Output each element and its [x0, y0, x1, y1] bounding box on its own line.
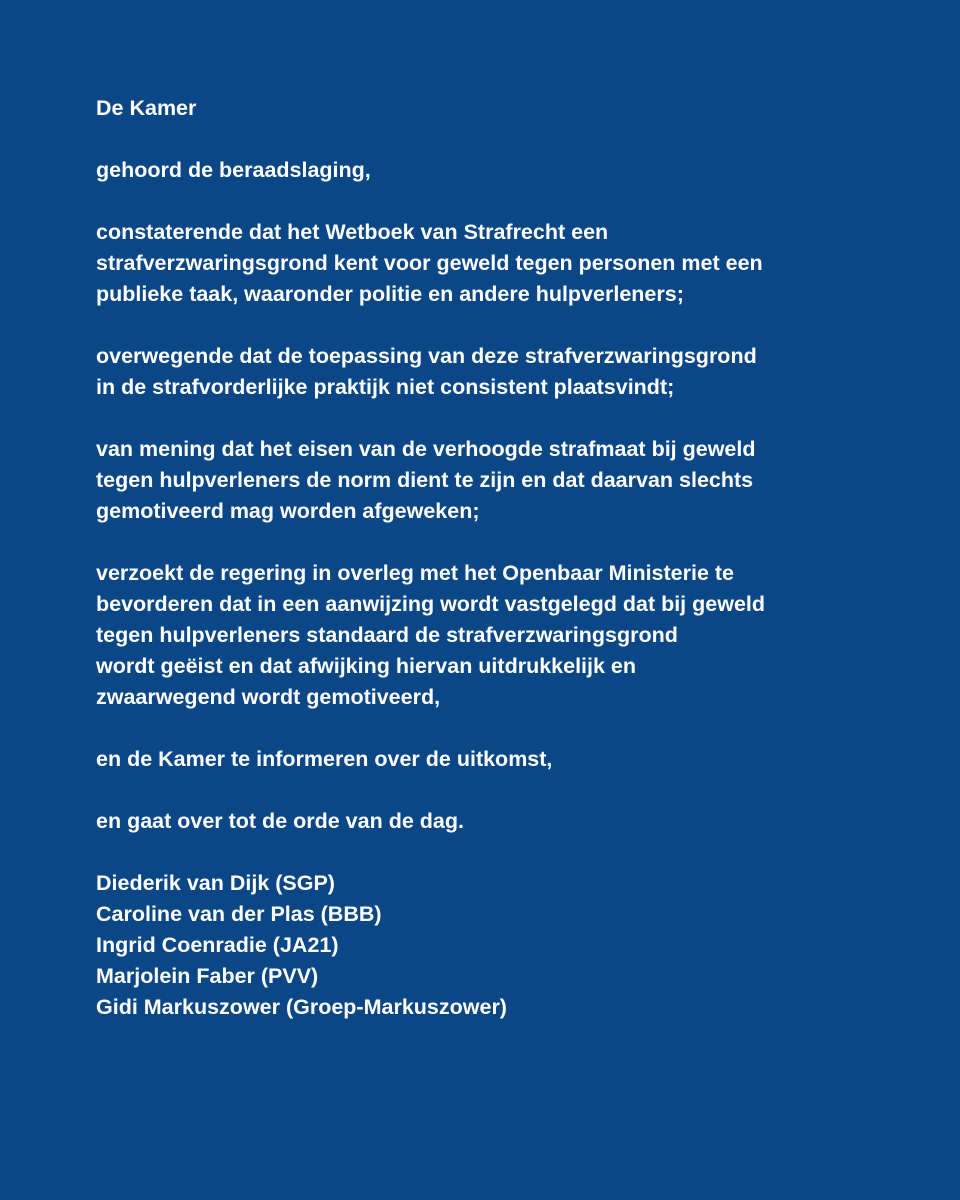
inform-line: en de Kamer te informeren over de uitkomst,: [96, 747, 553, 771]
signatories-list: [96, 868, 916, 1023]
signatory: Ingrid Coenradie (JA21): [96, 933, 339, 957]
motion-text: [96, 93, 916, 1023]
signatory: Diederik van Dijk (SGP): [96, 871, 335, 895]
inform-clause: [96, 744, 916, 775]
request-line: wordt geëist en dat afwijking hiervan uitdrukkelijk en: [96, 654, 637, 678]
weighing-line: overwegende dat de toepassing van deze strafverzwaringsgrond: [96, 344, 757, 368]
opening-line: De Kamer: [96, 96, 197, 120]
opinion-line: tegen hulpverleners de norm dient te zijn en dat daarvan slechts: [96, 468, 754, 492]
considering-line: publieke taak, waaronder politie en andere hulpverleners;: [96, 282, 684, 306]
request-clause: [96, 558, 916, 713]
motion-hearing: [96, 155, 916, 186]
weighing-line: in de strafvorderlijke praktijk niet consistent plaatsvindt;: [96, 375, 675, 399]
signatory: Gidi Markuszower (Groep-Markuszower): [96, 995, 507, 1019]
considering-clause: [96, 217, 916, 310]
signatory: Caroline van der Plas (BBB): [96, 902, 382, 926]
request-line: zwaarwegend wordt gemotiveerd,: [96, 685, 441, 709]
closing-line: en gaat over tot de orde van de dag.: [96, 809, 464, 833]
considering-line: strafverzwaringsgrond kent voor geweld tegen personen met een: [96, 251, 763, 275]
request-line: tegen hulpverleners standaard de strafverzwaringsgrond: [96, 623, 678, 647]
request-line: verzoekt de regering in overleg met het Openbaar Ministerie te: [96, 561, 735, 585]
closing-clause: [96, 806, 916, 837]
weighing-clause: [96, 341, 916, 403]
opinion-line: van mening dat het eisen van de verhoogde strafmaat bij geweld: [96, 437, 756, 461]
considering-line: constaterende dat het Wetboek van Strafrecht een: [96, 220, 609, 244]
motion-opening: [96, 93, 916, 124]
opinion-clause: [96, 434, 916, 527]
request-line: bevorderen dat in een aanwijzing wordt vastgelegd dat bij geweld: [96, 592, 766, 616]
signatory: Marjolein Faber (PVV): [96, 964, 319, 988]
opinion-line: gemotiveerd mag worden afgeweken;: [96, 499, 480, 523]
hearing-line: gehoord de beraadslaging,: [96, 158, 371, 182]
